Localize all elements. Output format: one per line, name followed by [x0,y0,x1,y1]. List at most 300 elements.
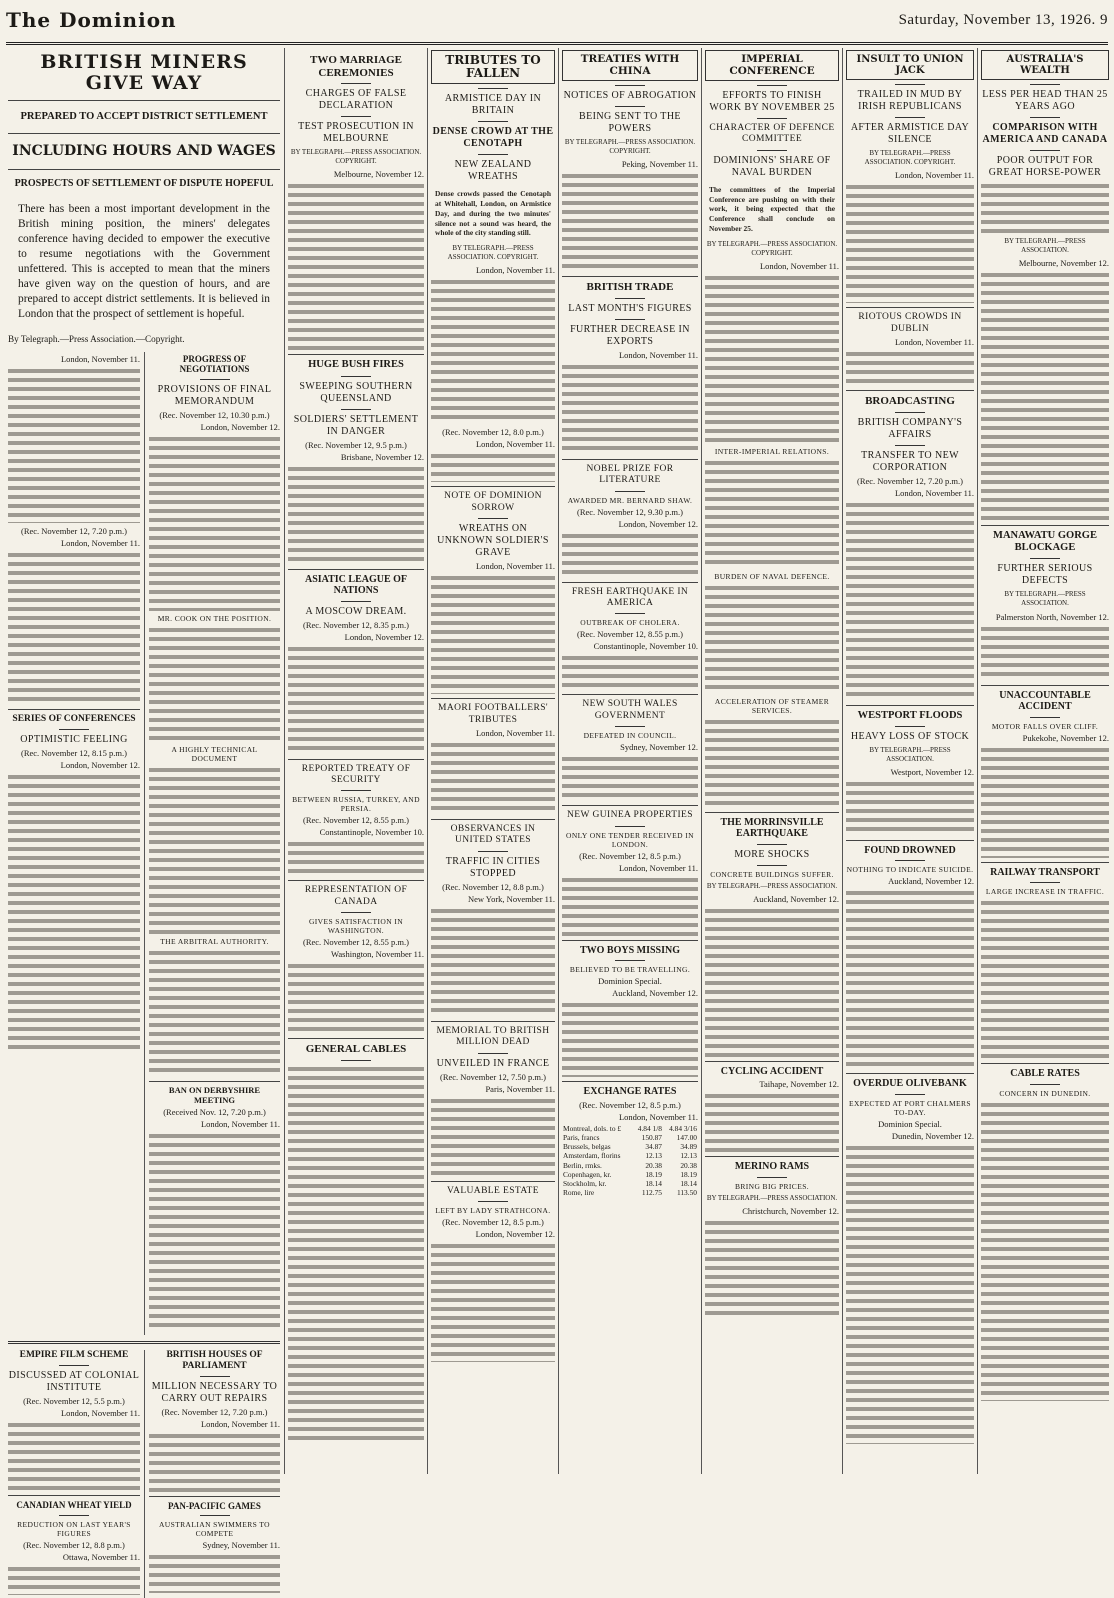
divider [431,486,555,487]
dateline-auckland: Auckland, November 12. [612,988,698,999]
column-rule [842,48,843,1474]
subhead-month: LAST MONTH'S FIGURES [568,302,692,314]
article-text [288,840,424,876]
article-text [431,1242,555,1362]
headline-panpacific: PAN-PACIFIC GAMES [168,1501,261,1512]
divider [288,569,424,570]
dateline-london: London, November 11. [475,561,555,572]
headline-unaccountable: UNACCOUNTABLE ACCIDENT [999,689,1091,712]
divider [59,1365,89,1366]
article-text [981,182,1109,234]
divider [615,491,645,492]
special-credit: Dominion Special. [878,1118,942,1129]
divider [705,1061,839,1062]
dateline-london: London, November 11. [618,349,698,360]
received-line: (Rec. November 12, 8.8 p.m.) [442,881,544,892]
received-line: (Rec. November 12, 8.55 p.m.) [303,937,409,948]
article-text [149,1132,280,1332]
column-3 [288,48,424,1476]
subhead-armistice: ARMISTICE DAY IN BRITAIN [444,93,542,117]
subhead-hours: INCLUDING HOURS AND WAGES [12,142,276,159]
headline-wheat: CANADIAN WHEAT YIELD [16,1500,132,1511]
exchange-rate-label: Stockholm, kr. [563,1179,607,1189]
exchange-rate-row [562,1133,698,1142]
divider [757,118,787,119]
dateline-dunedin: Dunedin, November 12. [891,1130,974,1141]
divider [478,1053,508,1054]
article-text [149,949,280,1077]
subhead-decrease: FURTHER DECREASE IN EXPORTS [570,323,690,347]
divider [341,790,371,791]
headline-estate: VALUABLE ESTATE [447,1185,539,1196]
dateline-london: London, November 11. [60,538,140,549]
headline-railway: RAILWAY TRANSPORT [990,866,1100,878]
headline-nsw: NEW SOUTH WALES GOVERNMENT [582,699,678,721]
subhead-prospects: PROSPECTS OF SETTLEMENT OF DISPUTE HOPEFUL [14,178,274,190]
subhead-wreaths: WREATHS ON UNKNOWN SOLDIER'S GRAVE [437,523,549,559]
subhead-poor: POOR OUTPUT FOR GREAT HORSE-POWER [988,155,1102,178]
dateline-london: London, November 11. [60,354,140,365]
article-text [149,435,280,611]
special-credit: Dominion Special. [598,976,662,987]
divider [431,1181,555,1182]
received-line: (Received Nov. 12, 7.20 p.m.) [163,1107,266,1118]
dateline-melbourne: Melbourne, November 12. [1018,258,1109,269]
headline-cables: GENERAL CABLES [305,1043,407,1056]
article-text [705,1219,839,1319]
press-credit: BY TELEGRAPH.—PRESS ASSOCIATION. [1004,590,1086,608]
divider [846,390,974,391]
dateline-auckland: Auckland, November 12. [888,876,974,887]
dateline-sydney: Sydney, November 11. [202,1540,280,1551]
press-credit: BY TELEGRAPH.—PRESS ASSOCIATION. COPYRIGHT. [290,148,422,166]
received-line: (Rec. November 12, 9.5 p.m.) [305,439,407,450]
subhead-between: BETWEEN RUSSIA, TURKEY, AND PERSIA. [292,795,420,814]
headline-asiatic: ASIATIC LEAGUE OF NATIONS [304,573,408,597]
dateline-new-york: New York, November 11. [467,893,555,904]
subhead-reduction: REDUCTION ON LAST YEAR'S FIGURES [17,1519,131,1538]
dateline-london: London, November 11. [618,1111,698,1122]
article-text [288,1065,424,1445]
divider [478,1201,508,1202]
exchange-rate-value: 18.14 [645,1179,662,1189]
article-text [562,876,698,936]
subhead-left: LEFT BY LADY STRATHCONA. [435,1205,551,1215]
subhead-acceleration: ACCELERATION OF STEAMER SERVICES. [714,696,830,715]
divider [615,960,645,961]
divider [562,940,698,941]
divider [981,685,1109,686]
subhead-efforts: EFFORTS TO FINISH WORK BY NOVEMBER 25 [709,90,835,114]
subhead-naval: BURDEN OF NAVAL DEFENCE. [714,571,830,581]
divider [615,826,645,827]
divider [562,1081,698,1082]
dateline-london: London, November 11. [200,1419,280,1430]
divider [59,729,89,730]
subhead-trailed: TRAILED IN MUD BY IRISH REPUBLICANS [857,89,963,112]
article-text [431,741,555,815]
headline-miners: BRITISH MINERS GIVE WAY [40,51,248,94]
divider [149,1496,280,1497]
subhead-provisions: PROVISIONS OF FINAL MEMORANDUM [157,383,272,407]
article-text [8,1421,140,1491]
headline-guinea: NEW GUINEA PROPERTIES [567,810,693,821]
subhead-notices: NOTICES OF ABROGATION [563,90,697,102]
subhead-heavy: HEAVY LOSS OF STOCK [850,730,970,742]
divider [341,601,371,602]
divider [846,1073,974,1074]
article-text [705,459,839,569]
divider [8,133,280,134]
lead-paragraph: There has been a most important development in the British mining position, the miners' delegates conference having decided to empower the executive to resume negotiations with the Government unfettered. This is accepted to mean that the miners have given way on the question of hours, and are prepared to accept district settlements. It is believed in London that the prospect of settlement is hopeful. [18,202,270,321]
received-line: (Rec. November 12, 9.30 p.m.) [577,506,683,517]
exchange-rate-row [562,1170,698,1179]
subhead-charges: CHARGES OF FALSE DECLARATION [305,88,407,112]
press-credit: BY TELEGRAPH.—PRESS ASSOCIATION. [706,1193,838,1202]
dateline-ottawa: Ottawa, November 11. [62,1551,140,1562]
divider [478,851,508,852]
received-line: (Rec. November 12, 8.35 p.m.) [303,619,409,630]
divider [1030,882,1060,883]
divider [846,307,974,308]
article-text [846,183,974,303]
masthead-title: The Dominion [6,8,177,32]
subhead-concern: CONCERN IN DUNEDIN. [999,1088,1091,1098]
subhead-shocks: MORE SHOCKS [734,848,810,860]
article-text [705,274,839,444]
headline-nobel: NOBEL PRIZE FOR LITERATURE [586,463,674,486]
exchange-rate-value: 18.14 [680,1179,697,1189]
exchange-rate-value: 18.19 [645,1169,662,1179]
divider [288,759,424,760]
received-line: (Rec. November 12, 8.0 p.m.) [442,427,544,438]
divider [288,1038,424,1039]
divider [1030,117,1060,118]
headline-memorial: MEMORIAL TO BRITISH MILLION DEAD [436,1025,550,1048]
subhead-gives: GIVES SATISFACTION IN WASHINGTON. [308,917,404,936]
subhead-defeated: DEFEATED IN COUNCIL. [583,731,677,741]
exchange-rate-value: 4.84 3/16 [669,1123,697,1133]
subhead-series: SERIES OF CONFERENCES [12,714,136,725]
divider [981,862,1109,863]
exchange-rate-row [562,1151,698,1160]
headline-ban: BAN ON DERBYSHIRE MEETING [168,1084,261,1105]
subhead-defects: FURTHER SERIOUS DEFECTS [997,563,1093,587]
divider [562,582,698,583]
dateline-sydney: Sydney, November 12. [620,742,698,753]
article-text [431,452,555,482]
dateline-london: London, November 12. [200,421,280,432]
divider [1030,558,1060,559]
press-credit: BY TELEGRAPH.—PRESS ASSOCIATION. [869,745,951,763]
dateline-london: London, November 11. [60,1408,140,1419]
dateline-london: London, November 12. [344,631,424,642]
divider [200,379,230,380]
article-text [8,551,140,705]
dateline-london: London, November 12. [475,1228,555,1239]
headline-film: EMPIRE FILM SCHEME [19,1350,129,1361]
article-text [149,766,280,934]
divider [1030,717,1060,718]
headline-maori: MAORI FOOTBALLERS' TRIBUTES [438,703,548,725]
column-rule [427,48,428,1474]
subhead-less: LESS PER HEAD THAN 25 YEARS AGO [982,89,1108,112]
dateline: Saturday, November 13, 1926. 9 [898,12,1108,28]
subhead-optimistic: OPTIMISTIC FEELING [20,733,128,745]
dateline-constantinople: Constantinople, November 10. [593,641,698,652]
divider [59,1515,89,1516]
article-text [562,654,698,690]
dateline-pukekohe: Pukekohe, November 12. [1022,732,1109,743]
headline-olivebank: OVERDUE OLIVEBANK [853,1078,967,1090]
divider [341,376,371,377]
article-text [981,271,1109,521]
divider [431,819,555,820]
column-rule [284,48,285,1474]
subhead-discussed: DISCUSSED AT COLONIAL INSTITUTE [8,1370,140,1394]
exchange-rate-row [562,1124,698,1133]
headline-treaties: TREATIES WITH CHINA [562,50,698,81]
received-line: (Rec. November 12, 8.55 p.m.) [577,629,683,640]
divider [431,698,555,699]
received-line: (Rec. November 12, 7.20 p.m.) [161,1407,268,1418]
subhead-unveiled: UNVEILED IN FRANCE [436,1057,550,1069]
headline-progress: PROGRESS OF NEGOTIATIONS [179,354,250,375]
exchange-rate-label: Berlin, rmks. [563,1160,602,1170]
subhead-concrete: CONCRETE BUILDINGS SUFFER. [710,869,834,879]
press-credit: BY TELEGRAPH.—PRESS ASSOCIATION. COPYRIGHT. [864,149,956,167]
article-text [705,584,839,694]
column-7 [846,48,974,1476]
subhead-character: CHARACTER OF DEFENCE COMMITTEE [709,123,835,145]
article-text [562,363,698,455]
divider [562,805,698,806]
article-text [562,1001,698,1077]
dateline-london: London, November 11. [759,260,839,271]
divider [757,85,787,86]
subhead-expected: EXPECTED AT PORT CHALMERS TO-DAY. [849,1098,971,1117]
divider [562,276,698,277]
headline-treaty: REPORTED TREATY OF SECURITY [301,763,411,785]
article-text [149,626,280,742]
divider [8,1341,280,1344]
dateline-london: London, November 11. [894,336,974,347]
subhead-test: TEST PROSECUTION IN MELBOURNE [298,121,414,145]
headline-morrinsville: THE MORRINSVILLE EARTHQUAKE [720,816,824,840]
article-text [846,350,974,386]
press-credit: BY TELEGRAPH.—PRESS ASSOCIATION. [1004,237,1086,255]
lead-paragraph: The committees of the Imperial Conference are pushing on with their work, it being expected that the Conference shall conclude on November 25. [709,184,835,233]
divider [895,412,925,413]
dateline-london: London, November 11. [618,862,698,873]
divider [615,85,645,86]
subhead-company: BRITISH COMPANY'S AFFAIRS [857,416,963,440]
headline-merino: MERINO RAMS [734,1161,810,1173]
article-text [288,645,424,755]
divider [615,106,645,107]
exchange-rate-value: 112.75 [641,1188,662,1198]
received-line: (Rec. November 12, 7.20 p.m.) [21,526,127,537]
divider [431,1021,555,1022]
headline-bushfires: HUGE BUSH FIRES [308,359,404,371]
dateline-peking: Peking, November 11. [621,159,698,170]
column-rule [558,48,559,1474]
subhead-traffic: TRAFFIC IN CITIES STOPPED [445,855,541,879]
subhead-mr-cook: MR. COOK ON THE POSITION. [157,613,272,623]
dateline-palmerston: Palmerston North, November 12. [995,611,1109,622]
dateline-london: London, November 12. [60,759,140,770]
subhead-crowd: DENSE CROWD AT THE CENOTAPH [432,126,554,150]
column-8 [981,48,1109,1476]
subhead-sweeping: SWEEPING SOUTHERN QUEENSLAND [299,380,413,404]
headline-trade: BRITISH TRADE [586,281,674,294]
received-line: (Rec. November 12, 5.5 p.m.) [23,1396,125,1407]
subhead-motor: MOTOR FALLS OVER CLIFF. [991,721,1099,731]
column-rule [977,48,978,1474]
received-line: (Rec. November 12, 7.20 p.m.) [857,475,963,486]
subhead-swimmers: AUSTRALIAN SWIMMERS TO COMPETE [158,1520,271,1539]
exchange-rate-row [562,1142,698,1151]
subhead-tender: ONLY ONE TENDER RECEIVED IN LONDON. [566,830,694,849]
exchange-rates-table [562,1124,698,1198]
divider [615,726,645,727]
divider [341,116,371,117]
column-5 [562,48,698,1476]
subhead-large: LARGE INCREASE IN TRAFFIC. [985,887,1105,896]
divider [1030,84,1060,85]
article-text [431,574,555,694]
subhead-sent: BEING SENT TO THE POWERS [579,111,681,135]
divider [615,298,645,299]
subhead-nz: NEW ZEALAND WREATHS [454,159,532,183]
subhead-technical: A HIGHLY TECHNICAL DOCUMENT [171,744,258,763]
lead-paragraph: Dense crowds passed the Cenotaph at Whitehall, London, on Armistice Day, and during the two minutes' silence not a sound was heard, the whole of the city standing still. [435,189,551,238]
exchange-rate-value: 147.00 [676,1132,697,1142]
press-credit: BY TELEGRAPH.—PRESS ASSOCIATION. [706,881,838,890]
headline-marriage: TWO MARRIAGE CEREMONIES [310,54,402,79]
divider [288,880,424,881]
dateline-christchurch: Christchurch, November 12. [742,1206,839,1217]
divider [981,1063,1109,1064]
exchange-rate-label: Amsterdam, florins [563,1151,621,1161]
dateline-london: London, November 11. [475,727,555,738]
divider [757,1177,787,1178]
exchange-rate-value: 18.19 [680,1169,697,1179]
divider [200,1376,230,1377]
subhead-soldiers: SOLDIERS' SETTLEMENT IN DANGER [293,413,419,437]
received-line: (Rec. November 12, 8.15 p.m.) [21,747,127,758]
subhead-awarded: AWARDED MR. BERNARD SHAW. [567,495,693,505]
article-text [8,367,140,523]
divider [757,844,787,845]
headline-note: NOTE OF DOMINION SORROW [444,491,542,513]
divider [8,169,280,170]
received-line: (Rec. November 12, 8.55 p.m.) [303,815,409,826]
article-text [981,746,1109,858]
headline-broadcasting: BROADCASTING [865,394,955,407]
article-text [431,1097,555,1177]
divider [757,150,787,151]
exchange-rate-value: 20.38 [680,1160,697,1170]
dateline-taihape: Taihape, November 12. [759,1079,839,1090]
dateline-london: London, November 11. [475,439,555,450]
exchange-rate-row [562,1188,698,1197]
divider [8,1495,140,1496]
article-text [846,889,974,1069]
exchange-rate-value: 4.84 1/8 [637,1123,662,1133]
received-line: (Rec. November 12, 8.5 p.m.) [579,850,681,861]
headline-observances: OBSERVANCES IN UNITED STATES [450,823,536,846]
dateline-london: London, November 11. [894,487,974,498]
headline-riotous: RIOTOUS CROWDS IN DUBLIN [858,312,962,334]
headline-tributes: TRIBUTES TO FALLEN [431,50,555,84]
article-text [981,899,1109,1059]
divider [705,812,839,813]
divider [981,525,1109,526]
divider [149,1081,280,1082]
subhead-arbitral: THE ARBITRAL AUTHORITY. [160,936,269,946]
exchange-rate-value: 12.13 [680,1151,697,1161]
divider [895,1094,925,1095]
divider [562,459,698,460]
article-text [288,465,424,565]
header-rule [6,42,1108,45]
divider [895,445,925,446]
received-line: (Rec. November 12, 8.5 p.m.) [579,1099,681,1110]
subhead-interimperial: INTER-IMPERIAL RELATIONS. [714,446,830,456]
article-text [431,278,555,424]
exchange-rate-label: Montreal, dols. to £ [563,1123,622,1133]
divider [895,117,925,118]
exchange-rate-value: 20.38 [645,1160,662,1170]
subhead-moscow: A MOSCOW DREAM. [305,605,407,617]
exchange-rate-label: Copenhagen, kr. [563,1169,612,1179]
divider [478,518,508,519]
divider [1030,1084,1060,1085]
divider [895,84,925,85]
subhead-dominions: DOMINIONS' SHARE OF NAVAL BURDEN [713,154,831,178]
dateline-paris: Paris, November 11. [485,1083,555,1094]
article-text [846,501,974,701]
article-text [8,773,140,1053]
exchange-rate-value: 34.89 [680,1142,697,1152]
subhead-after: AFTER ARMISTICE DAY SILENCE [850,122,970,145]
divider [8,709,140,710]
dateline-brisbane: Brisbane, November 12. [340,451,424,462]
subhead-transfer: TRANSFER TO NEW CORPORATION [861,449,959,473]
article-text [149,1553,280,1593]
exchange-rate-value: 150.87 [641,1132,662,1142]
exchange-rate-label: Rome, lire [563,1188,595,1198]
headline-insult: INSULT TO UNION JACK [846,50,974,80]
divider [8,100,280,101]
divider [1030,150,1060,151]
article-text [288,182,424,350]
exchange-rate-value: 113.50 [676,1188,697,1198]
headline-houses: BRITISH HOUSES OF PARLIAMENT [166,1350,263,1372]
headline-wealth: AUSTRALIA'S WEALTH [981,50,1109,80]
article-text [981,625,1109,681]
article-text [846,1144,974,1444]
headline-boys: TWO BOYS MISSING [579,944,681,956]
subhead-million: MILLION NECESSARY TO CARRY OUT REPAIRS [151,1381,278,1405]
article-text [8,1565,140,1595]
article-text [705,907,839,1057]
article-text [705,718,839,808]
page-header [6,6,1108,38]
divider [895,726,925,727]
article-text [288,962,424,1034]
